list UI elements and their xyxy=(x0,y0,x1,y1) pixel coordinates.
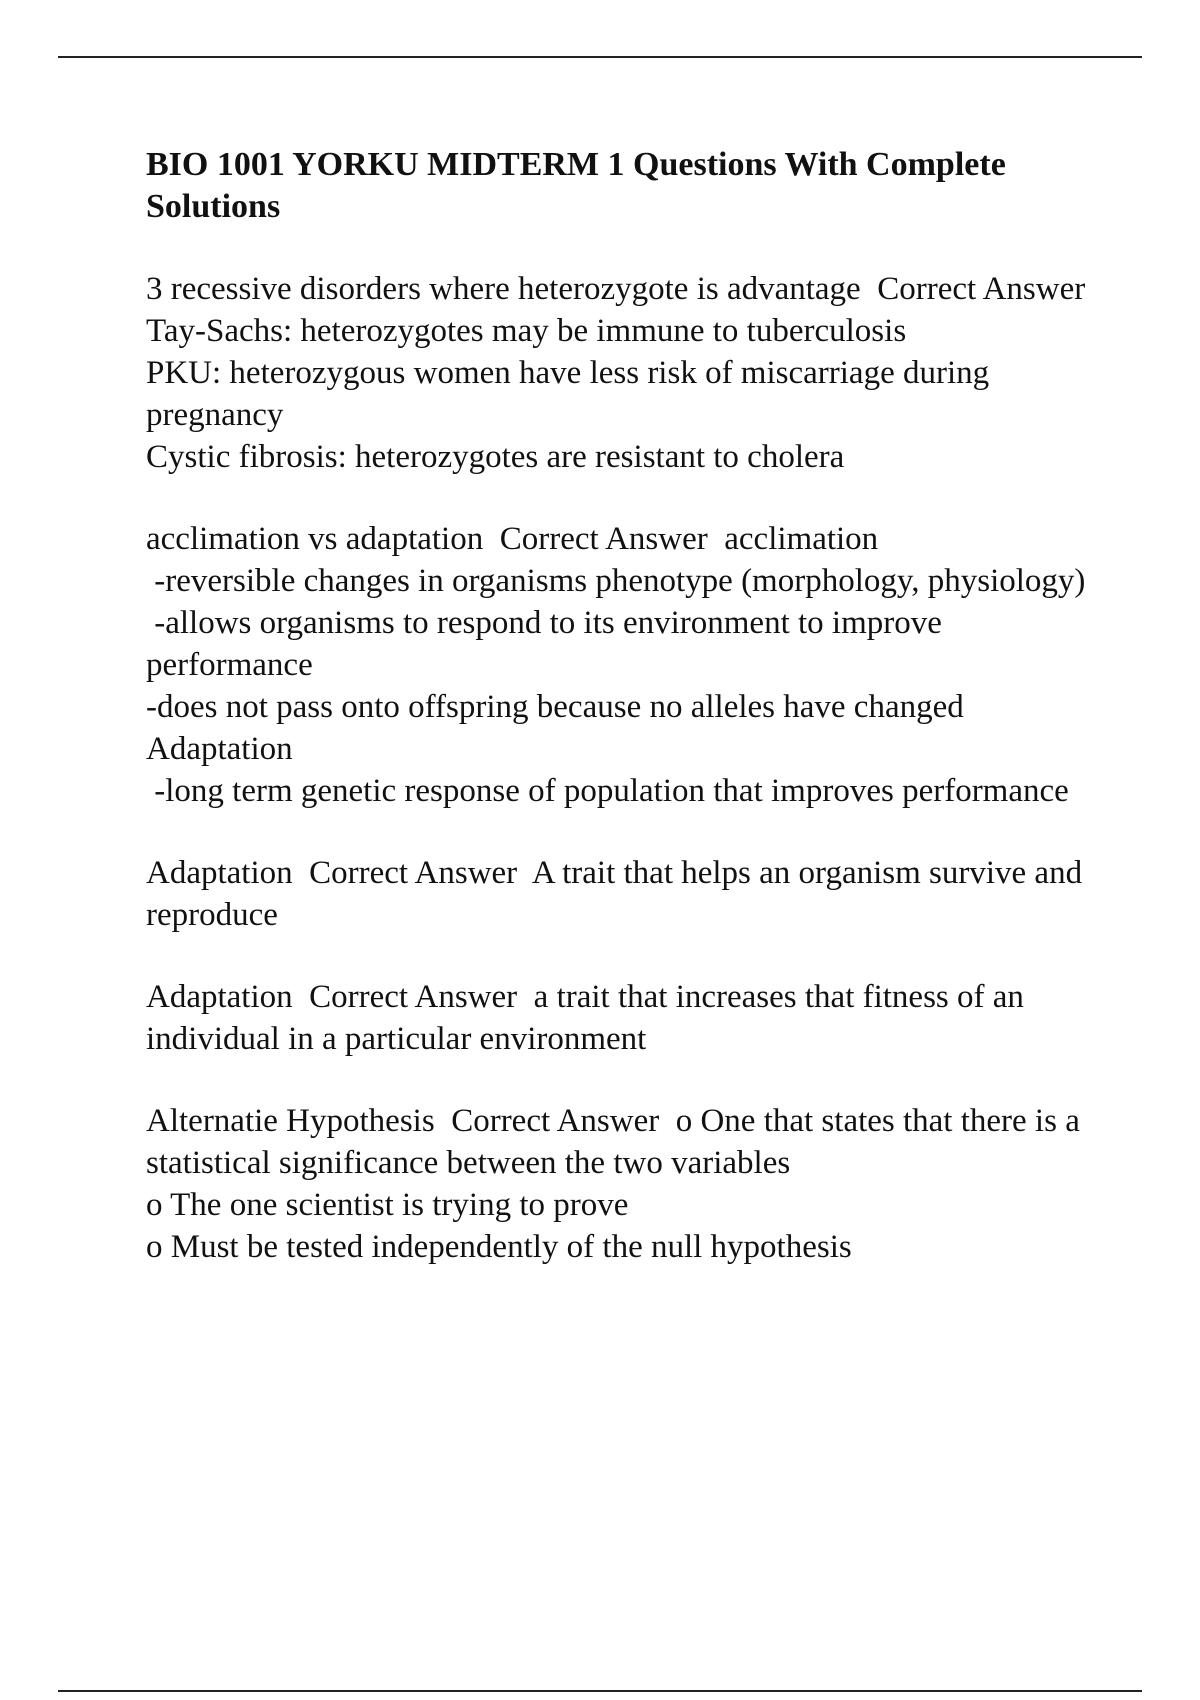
answer-line: -does not pass onto offspring because no alleles have changed xyxy=(146,689,964,725)
bottom-rule xyxy=(58,1690,1142,1692)
qa-entry-3 xyxy=(146,852,1091,936)
answer-label: Correct Answer xyxy=(309,979,518,1015)
answer-label: Correct Answer xyxy=(451,1103,660,1139)
document-title: BIO 1001 YORKU MIDTERM 1 Questions With Complete Solutions xyxy=(146,146,1006,225)
answer-line: Cystic fibrosis: heterozygotes are resistant to cholera xyxy=(146,439,845,475)
qa-entry-2 xyxy=(146,518,1086,812)
answer-line: Tay-Sachs: heterozygotes may be immune to tuberculosis xyxy=(146,313,907,349)
question-text: Alternatie Hypothesis xyxy=(146,1103,435,1139)
answer-line: o The one scientist is trying to prove xyxy=(146,1187,629,1223)
question-text: acclimation vs adaptation xyxy=(146,521,484,557)
answer-line: a trait that increases that fitness of an individual in a particular environment xyxy=(146,979,1033,1057)
document-body xyxy=(146,144,1091,1308)
answer-line: -long term genetic response of population that improves performance xyxy=(146,773,1069,809)
question-text: Adaptation xyxy=(146,979,293,1015)
answer-line: o One that states that there is a statistical significance between the two variables xyxy=(146,1103,1089,1181)
qa-entry-5 xyxy=(146,1100,1089,1268)
answer-line: -reversible changes in organisms phenotype (morphology, physiology) xyxy=(146,563,1086,599)
answer-line: -allows organisms to respond to its environment to improve performance xyxy=(146,605,951,683)
question-text: 3 recessive disorders where heterozygote is advantage xyxy=(146,271,861,307)
answer-label: Correct Answer xyxy=(877,271,1086,307)
answer-label: Correct Answer xyxy=(309,855,518,891)
qa-entry-4 xyxy=(146,976,1086,1060)
answer-line: Adaptation xyxy=(146,731,293,767)
top-rule xyxy=(58,56,1142,58)
answer-line: acclimation xyxy=(724,521,879,557)
answer-line: PKU: heterozygous women have less risk of miscarriage during pregnancy xyxy=(146,355,998,433)
qa-entry-1 xyxy=(146,268,1086,478)
question-text: Adaptation xyxy=(146,855,293,891)
answer-line: A trait that helps an organism survive and reproduce xyxy=(146,855,1091,933)
answer-label: Correct Answer xyxy=(499,521,708,557)
answer-line: o Must be tested independently of the null hypothesis xyxy=(146,1229,852,1265)
